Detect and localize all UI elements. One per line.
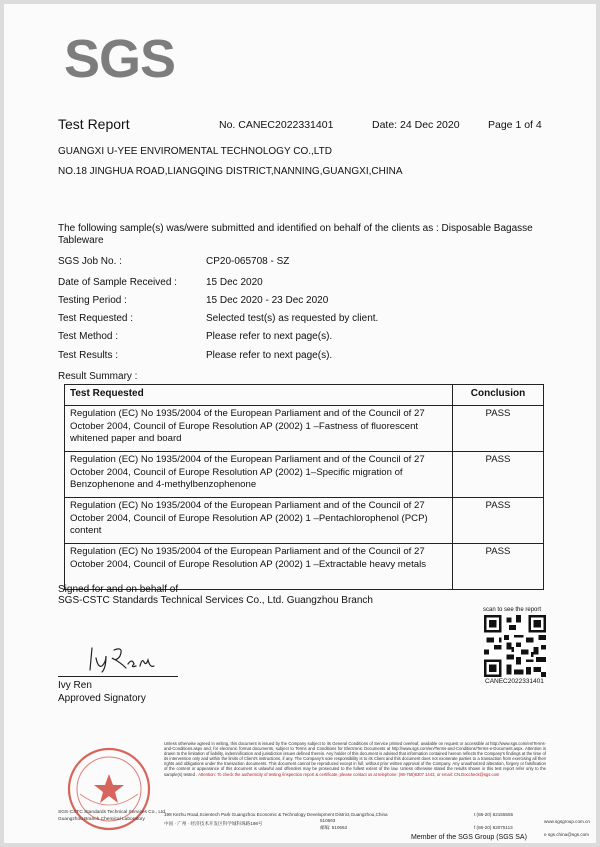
qr-code[interactable] — [484, 615, 546, 677]
table-row — [65, 544, 544, 590]
stamp-caption-1: SGS-CSTC Standards Technical Services Co., Ltd. — [58, 810, 167, 815]
qr-caption: scan to see the report — [483, 607, 542, 613]
table-header-row — [65, 385, 544, 406]
seal-star — [94, 774, 124, 803]
report-date: Date: 24 Dec 2020 — [372, 119, 460, 131]
test-result: PASS — [453, 498, 544, 544]
signatory-name: Ivy Ren — [58, 680, 92, 691]
table-row — [65, 498, 544, 544]
test-result: PASS — [453, 452, 544, 498]
stamp-caption-2: Guangzhou Branch Chemical Laboratory — [58, 817, 145, 822]
sgs-logo-text: SGS — [64, 29, 176, 89]
test-result: PASS — [453, 544, 544, 590]
authenticity-notice: Attention: To check the authenticity of testing /inspection report & certificate, please contact us at telephone: (86-755)8307 1443, or email: CN.Doccheck@sgs.com — [198, 771, 500, 777]
client-name: GUANGXI U-YEE ENVIROMENTAL TECHNOLOGY CO.,LTD — [58, 146, 332, 157]
test-description: Regulation (EC) No 1935/2004 of the European Parliament and of the Council of 27 October 2004, Council of Europe Resolution AP (2002) 1 –Fastness of fluorescent whitened paper and board — [65, 406, 453, 452]
footer-fax: f (86-20) 82075113 — [474, 825, 513, 830]
terms-fine-print — [164, 741, 546, 777]
result-summary-label: Result Summary : — [58, 371, 138, 382]
field-value: 15 Dec 2020 — [206, 277, 263, 288]
intro-text: The following sample(s) was/were submitted and identified on behalf of the clients as : Disposable Bagasse Tableware — [58, 223, 533, 246]
sgs-group-member: Member of the SGS Group (SGS SA) — [411, 834, 527, 841]
footer-phone: t (86-20) 82155555 — [474, 812, 514, 817]
field-value: Please refer to next page(s). — [206, 350, 333, 361]
terms-text: Unless otherwise agreed in writing, this document is issued by the Company subject to its General Conditions of Service printed overleaf, available on request or accessible at http://www.sgs.com/en/Terms-and-Conditions.aspx and, for electronic format documents, subject to Terms and Conditions for Electronic Documents at http://www.sgs.com/en/Terms-and-Conditions/Terms-e-Document.aspx. Attention is drawn to the limitation of liability, indemnification and jurisdiction issues defined therein. Any holder of this document is advised that information contained hereon reflects the Company's findings at the time of its intervention only and within the limits of Client's instructions, if any. The Company's sole responsibility is to its Client and this document does not exonerate parties to a transaction from exercising all their rights and obligations under the transaction documents. This document cannot be reproduced except in full, without prior written approval of the Company. Any unauthorized alteration, forgery or falsification of the content or appearance of this document is unlawful and offenders may be prosecuted to the fullest extent of the law. Unless otherwise stated the results shown in this test report refer only to the sample(s) tested . — [164, 741, 546, 777]
col-conclusion: Conclusion — [453, 385, 544, 406]
field-value: Selected test(s) as requested by client. — [206, 313, 379, 324]
field-label: Test Method : — [58, 331, 119, 342]
page-indicator: Page 1 of 4 — [488, 119, 542, 131]
table-row — [65, 452, 544, 498]
footer-postcode-en: 510663 — [320, 818, 336, 823]
field-label: SGS Job No. : — [58, 256, 122, 267]
field-label: Test Requested : — [58, 313, 134, 324]
sgs-logo — [64, 28, 174, 90]
signature-line — [58, 676, 178, 677]
qr-report-code: CANEC2022331401 — [485, 678, 544, 685]
test-description: Regulation (EC) No 1935/2004 of the European Parliament and of the Council of 27 October 2004, Council of Europe Resolution AP (2002) 1–Specific migration of Benzophenone and 4-methylbenzophenone — [65, 452, 453, 498]
field-label: Test Results : — [58, 350, 119, 361]
test-result: PASS — [453, 406, 544, 452]
footer-email[interactable]: e sgs.china@sgs.com — [544, 832, 590, 837]
field-label: Date of Sample Received : — [58, 277, 177, 288]
handwritten-signature — [86, 644, 166, 674]
test-description: Regulation (EC) No 1935/2004 of the European Parliament and of the Council of 27 October 2004, Council of Europe Resolution AP (2002) 1 –Extractable heavy metals — [65, 544, 453, 590]
field-value: Please refer to next page(s). — [206, 331, 333, 342]
field-value: 15 Dec 2020 - 23 Dec 2020 — [206, 295, 329, 306]
result-table — [64, 384, 544, 590]
footer-address-en: 198 Kezhu Road,Scientech Park Guangzhou Economic & Technology Development District,Guangzhou,China — [164, 812, 388, 817]
signature-stroke — [90, 648, 154, 672]
footer-web[interactable]: www.sgsgroup.com.cn — [544, 819, 590, 824]
signatory-title: Approved Signatory — [58, 693, 146, 704]
report-number: No. CANEC2022331401 — [219, 119, 334, 131]
field-value: CP20-065708 - SZ — [206, 256, 290, 267]
report-title: Test Report — [58, 116, 130, 132]
signed-for-line: Signed for and on behalf of — [58, 584, 179, 595]
footer-postcode-cn: 邮编: 510663 — [320, 825, 348, 830]
table-row — [65, 406, 544, 452]
test-description: Regulation (EC) No 1935/2004 of the European Parliament and of the Council of 27 October 2004, Council of Europe Resolution AP (2002) 1 –Pentachlorophenol (PCP) content — [65, 498, 453, 544]
field-label: Testing Period : — [58, 295, 127, 306]
footer-address-cn: 中国 · 广州 · 经济技术开发区科学城科珠路198号 — [164, 821, 263, 826]
col-test-requested: Test Requested — [65, 385, 453, 406]
signing-company: SGS-CSTC Standards Technical Services Co., Ltd. Guangzhou Branch — [58, 595, 373, 606]
client-address: NO.18 JINGHUA ROAD,LIANGQING DISTRICT,NANNING,GUANGXI,CHINA — [58, 166, 403, 177]
